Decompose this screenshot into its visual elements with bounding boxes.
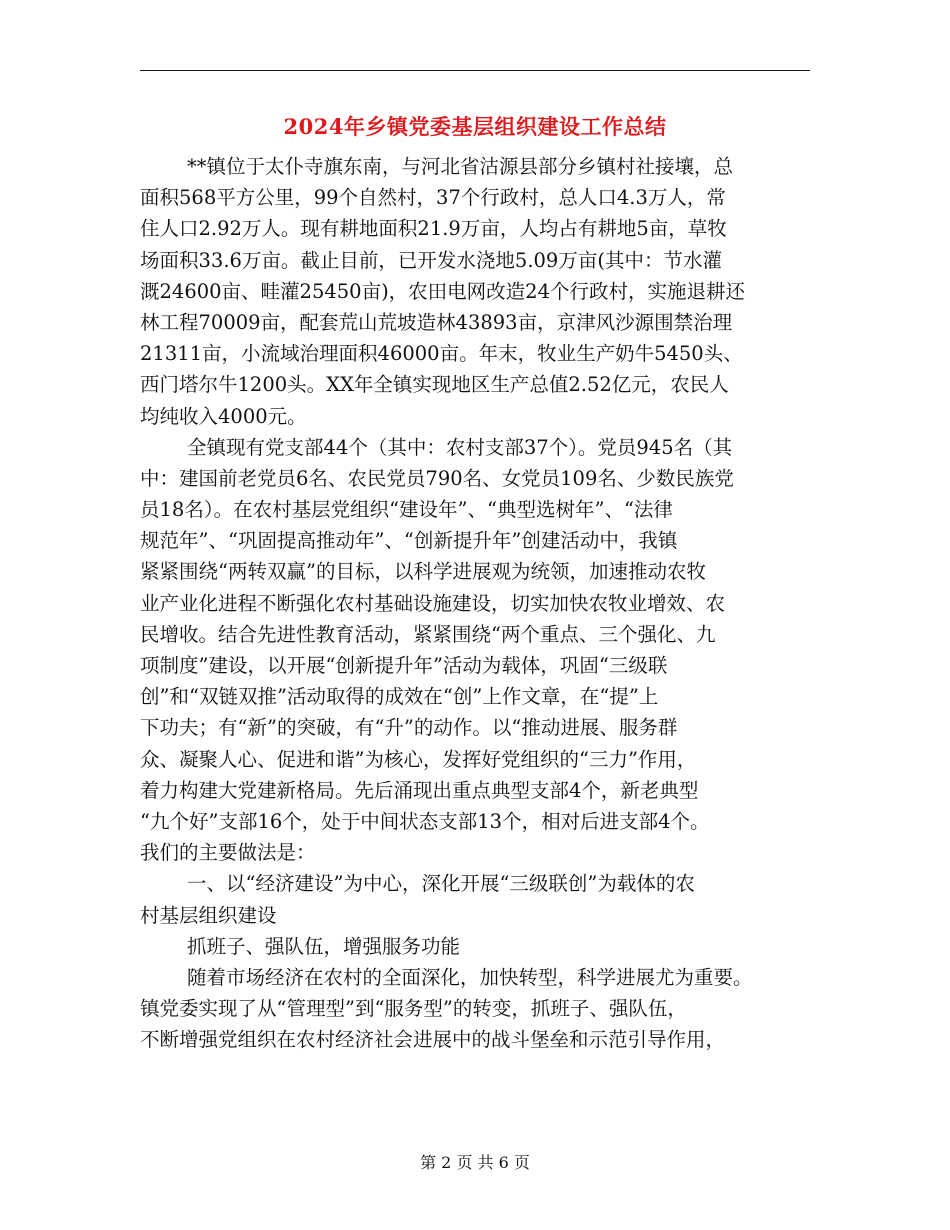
body-line: 全镇现有党支部44个（其中：农村支部37个）。党员945名（其 bbox=[187, 435, 733, 459]
body-line: 员18名）。在农村基层党组织“建设年”、“典型选树年”、“法律 bbox=[140, 498, 673, 522]
body-line: 21311亩，小流域治理面积46000亩。年末，牧业生产奶牛5450头、 bbox=[140, 342, 743, 366]
body-line: 镇党委实现了从“管理型”到“服务型”的转变，抓班子、强队伍， bbox=[140, 997, 687, 1021]
body-line: 规范年”、“巩固提高推动年”、“创新提升年”创建活动中，我镇 bbox=[140, 529, 678, 553]
body-line: 场面积33.6万亩。截止目前，已开发水浇地5.09万亩(其中：节水灌 bbox=[140, 248, 722, 272]
body-line: **镇位于太仆寺旗东南，与河北省沽源县部分乡镇村社接壤，总 bbox=[187, 155, 734, 178]
body-line: 紧紧围绕“两转双赢”的目标，以科学进展观为统领，加速推动农牧 bbox=[140, 560, 706, 584]
subheading-line: 抓班子、强队伍，增强服务功能 bbox=[187, 934, 461, 958]
document-body bbox=[140, 151, 810, 1055]
body-line: 均纯收入4000元。 bbox=[140, 404, 307, 428]
body-line: “九个好”支部16个，处于中间状态支部13个，相对后进支部4个。 bbox=[140, 809, 710, 833]
body-line: 西门塔尔牛1200头。XX年全镇实现地区生产总值2.52亿元，农民人 bbox=[140, 373, 729, 397]
body-line: 随着市场经济在农村的全面深化，加快转型，科学进展尤为重要。 bbox=[187, 965, 753, 989]
section-heading-line: 村基层组织建设 bbox=[140, 903, 277, 927]
document-title: 2024年乡镇党委基层组织建设工作总结 bbox=[283, 114, 667, 139]
header-rule bbox=[140, 70, 810, 71]
section-heading-line: 一、以“经济建设”为中心，深化开展“三级联创”为载体的农 bbox=[187, 872, 695, 896]
body-line: 我们的主要做法是： bbox=[140, 841, 316, 865]
body-line: 众、凝聚人心、促进和谐”为核心，发挥好党组织的“三力”作用， bbox=[140, 747, 697, 771]
body-line: 民增收。结合先进性教育活动，紧紧围绕“两个重点、三个强化、九 bbox=[140, 622, 716, 646]
body-line: 着力构建大党建新格局。先后涌现出重点典型支部4个，新老典型 bbox=[140, 778, 699, 802]
body-line: 中：建国前老党员6名、农民党员790名、女党员109名、少数民族党 bbox=[140, 466, 734, 490]
body-line: 住人口2.92万人。现有耕地面积21.9万亩，人均占有耕地5亩，草牧 bbox=[140, 217, 727, 241]
body-line: 项制度”建设，以开展“创新提升年”活动为载体，巩固“三级联 bbox=[140, 654, 668, 677]
body-line: 林工程70009亩，配套荒山荒坡造林43893亩，京津风沙源围禁治理 bbox=[140, 310, 733, 334]
page-number-footer: 第 2 页 共 6 页 bbox=[420, 1153, 530, 1172]
body-line: 溉24600亩、畦灌25450亩)，农田电网改造24个行政村，实施退耕还 bbox=[140, 279, 745, 303]
body-line: 不断增强党组织在农村经济社会进展中的战斗堡垒和示范引导作用， bbox=[140, 1028, 726, 1052]
body-line: 创”和“双链双推”活动取得的成效在“创”上作文章，在“提”上 bbox=[140, 685, 659, 709]
body-line: 业产业化进程不断强化农村基础设施建设，切实加快农牧业增效、农 bbox=[140, 591, 726, 615]
body-line: 下功夫；有“新”的突破，有“升”的动作。以“推动进展、服务群 bbox=[140, 716, 678, 740]
body-line: 面积568平方公里，99个自然村，37个行政村，总人口4.3万人，常 bbox=[140, 186, 726, 210]
